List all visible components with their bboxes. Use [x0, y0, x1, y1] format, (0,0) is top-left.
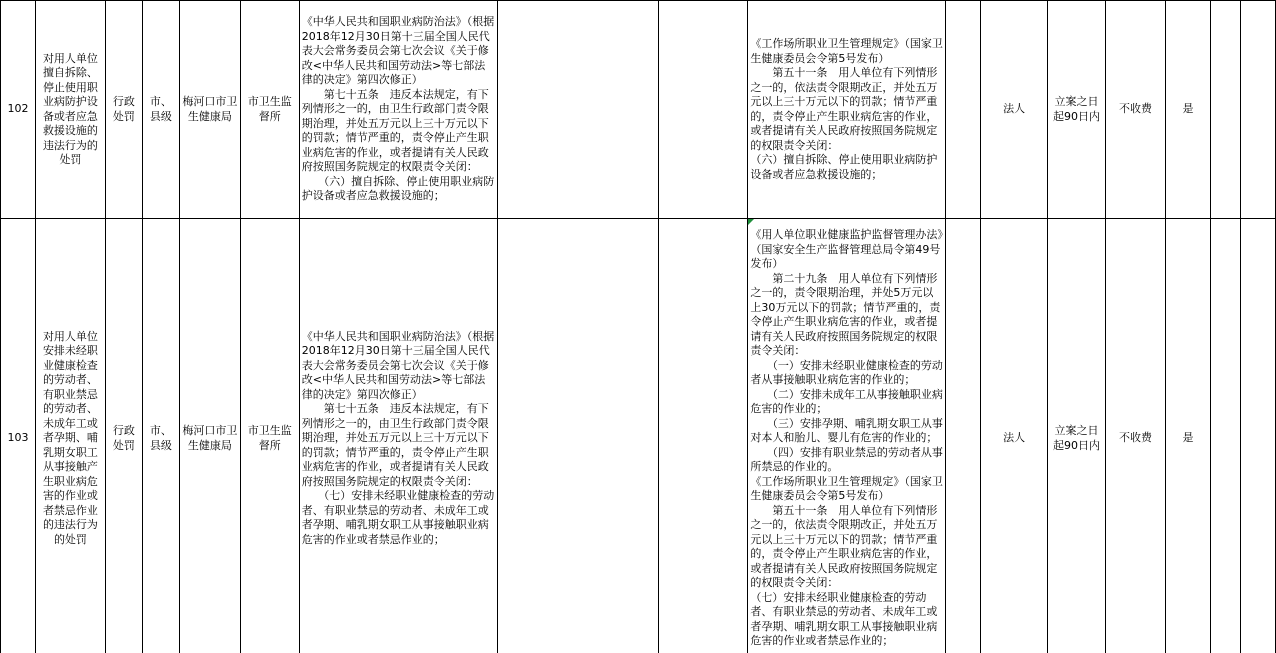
- empty-cell[interactable]: [946, 219, 981, 653]
- empty-cell[interactable]: [659, 219, 748, 653]
- cell-comment-indicator: [748, 219, 754, 225]
- time-limit-cell[interactable]: 立案之日起90日内: [1048, 1, 1106, 219]
- flag-cell[interactable]: 是: [1165, 1, 1210, 219]
- empty-cell[interactable]: [659, 1, 748, 219]
- object-cell[interactable]: 法人: [981, 1, 1048, 219]
- fee-cell[interactable]: 不收费: [1106, 1, 1166, 219]
- table-row: [1, 1, 1276, 219]
- category-cell[interactable]: 行政处罚: [105, 1, 142, 219]
- empty-cell[interactable]: [497, 219, 659, 653]
- empty-cell[interactable]: [1210, 219, 1240, 653]
- flag-cell[interactable]: 是: [1165, 219, 1210, 653]
- object-cell[interactable]: 法人: [981, 219, 1048, 653]
- legal-basis-cell[interactable]: [299, 1, 497, 219]
- regulation-basis-cell[interactable]: [748, 219, 946, 653]
- department-cell[interactable]: 梅河口市卫生健康局: [179, 1, 240, 219]
- time-limit-cell[interactable]: 立案之日起90日内: [1048, 219, 1106, 653]
- executor-cell[interactable]: 市卫生监督所: [240, 1, 299, 219]
- level-cell[interactable]: 市、县级: [142, 1, 179, 219]
- department-cell[interactable]: 梅河口市卫生健康局: [179, 219, 240, 653]
- empty-cell[interactable]: [497, 1, 659, 219]
- category-cell[interactable]: 行政处罚: [105, 219, 142, 653]
- level-cell[interactable]: 市、县级: [142, 219, 179, 653]
- item-name-cell[interactable]: 对用人单位安排未经职业健康检查的劳动者、有职业禁忌的劳动者、未成年工或者孕期、哺乳期女职工从事接触产生职业病危害的作业或者禁忌作业的违法行为的处罚: [35, 219, 105, 653]
- table-row: [1, 219, 1276, 653]
- regulation-basis-text: 《用人单位职业健康监护监督管理办法》（国家安全生产监督管理总局令第49号发布） 第二十九条 用人单位有下列情形之一的，责令限期治理，并处5万元以上30万元以下的罚款；情节严重的，责令停止产生职业病危害的作业，或者提请有关人民政府按照国务院规定的权限责令关闭： （一）安排未经职业健康检查的劳动者从事接触职业病危害的作业的； （二）安排未成年工从事接触职业病危害的作业的； （三）安排孕期、哺乳期女职工从事对本人和胎儿、婴儿有危害的作业的； （四）安排有职业禁忌的劳动者从事所禁忌的作业的。 《工作场所职业卫生管理规定》（国家卫生健康委员会令第5号发布） 第五十一条 用人单位有下列情形之一的，依法责令限期改正，并处五万元以上三十万元以下的罚款；情节严重的，责令停止产生职业病危害的作业，或者提请有关人民政府按照国务院规定的权限责令关闭： （七）安排未经职业健康检查的劳动者、有职业禁忌的劳动者、未成年工或者孕期、哺乳期女职工从事接触职业病危害的作业或者禁忌作业的；: [750, 228, 943, 648]
- row-index-cell[interactable]: 103: [1, 219, 36, 653]
- regulation-basis-cell[interactable]: [748, 1, 946, 219]
- row-index-cell[interactable]: 102: [1, 1, 36, 219]
- empty-cell[interactable]: [1240, 1, 1275, 219]
- legal-basis-cell[interactable]: [299, 219, 497, 653]
- fee-cell[interactable]: 不收费: [1106, 219, 1166, 653]
- regulation-basis-text: 《工作场所职业卫生管理规定》（国家卫生健康委员会令第5号发布） 第五十一条 用人单位有下列情形之一的，依法责令限期改正，并处五万元以上三十万元以下的罚款；情节严重的，责令停止产生职业病危害的作业，或者提请有关人民政府按照国务院规定的权限责令关闭： （六）擅自拆除、停止使用职业病防护设备或者应急救援设施的；: [750, 37, 943, 181]
- empty-cell[interactable]: [1240, 219, 1275, 653]
- empty-cell[interactable]: [946, 1, 981, 219]
- legal-basis-text: 《中华人民共和国职业病防治法》（根据2018年12月30日第十三届全国人民代表大会常务委员会第七次会议《关于修改<中华人民共和国劳动法>等七部法律的决定》第四次修正） 第七十五条 违反本法规定，有下列情形之一的，由卫生行政部门责令限期治理，并处五万元以上三十万元以下的罚款；情节严重的，责令停止产生职业病危害的作业，或者提请有关人民政府按照国务院规定的权限责令关闭： （七）安排未经职业健康检查的劳动者、有职业禁忌的劳动者、未成年工或者孕期、哺乳期女职工从事接触职业病危害的作业或者禁忌作业的；: [301, 329, 495, 546]
- legal-basis-text: 《中华人民共和国职业病防治法》（根据2018年12月30日第十三届全国人民代表大会常务委员会第七次会议《关于修改<中华人民共和国劳动法>等七部法律的决定》第四次修正） 第七十五条 违反本法规定，有下列情形之一的，由卫生行政部门责令限期治理，并处五万元以上三十万元以下的罚款；情节严重的，责令停止产生职业病危害的作业，或者提请有关人民政府按照国务院规定的权限责令关闭： （六）擅自拆除、停止使用职业病防护设备或者应急救援设施的；: [301, 15, 495, 203]
- executor-cell[interactable]: 市卫生监督所: [240, 219, 299, 653]
- empty-cell[interactable]: [1210, 1, 1240, 219]
- item-name-cell[interactable]: 对用人单位擅自拆除、停止使用职业病防护设备或者应急救援设施的违法行为的处罚: [35, 1, 105, 219]
